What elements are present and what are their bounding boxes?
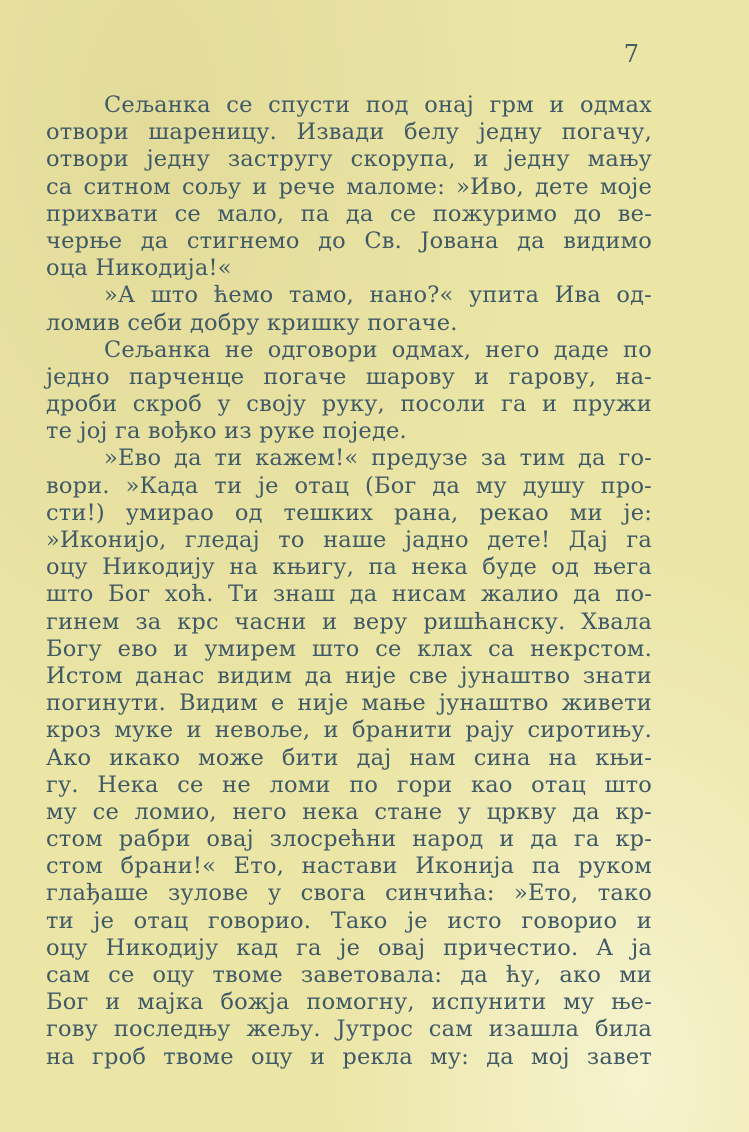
text-line: Ако икако може бити дај нам сина на књи- bbox=[46, 744, 652, 771]
text-line: стом рабри овај злосрећни народ и да га кр- bbox=[46, 826, 652, 853]
text-line: гу. Нека се не ломи по гори као отац што bbox=[46, 771, 652, 798]
text-line: оцу Никодију на књигу, па нека буде од њега bbox=[46, 554, 652, 581]
text-line: черње да стигнемо до Св. Јована да видимо bbox=[46, 227, 652, 254]
text-line: гинем за крс часни и веру ришћанску. Хвала bbox=[46, 608, 652, 635]
text-line: погинути. Видим е није мање јунаштво живети bbox=[46, 690, 652, 717]
text-line: Сељанка не одговори одмах, него даде по bbox=[104, 336, 652, 363]
text-line: вори. »Када ти је отац (Бог да му душу про- bbox=[46, 472, 652, 499]
text-line: оца Никодија!« bbox=[46, 255, 232, 282]
text-line: што Бог хоћ. Ти знаш да нисам жалио да по- bbox=[46, 581, 652, 608]
text-line: му се ломио, него нека стане у цркву да кр- bbox=[46, 798, 652, 825]
text-line: оцу Никодију кад га је овај причестио. А ја bbox=[46, 934, 652, 961]
text-line: »Ево да ти кажем!« предузе за тим да го- bbox=[104, 445, 652, 472]
text-line: стом брани!« Ето, настави Иконија па руком bbox=[46, 853, 652, 880]
text-line: те јој га вођко из руке поједе. bbox=[46, 418, 407, 445]
text-line: прихвати се мало, па да се пожуримо до ве- bbox=[46, 200, 652, 227]
text-line: кроз муке и невоље, и бранити рају сиротињу. bbox=[46, 717, 652, 744]
text-line: »А што ћемо тамо, нано?« упита Ива од- bbox=[104, 282, 652, 309]
text-line: дроби скроб у своју руку, посоли га и пружи bbox=[46, 391, 652, 418]
text-line: Сељанка се спусти под онај грм и одмах bbox=[104, 92, 652, 118]
text-line: гову последњу жељу. Јутрос сам изашла била bbox=[46, 1016, 652, 1043]
body-text bbox=[46, 92, 652, 1071]
text-line: једно парченце погаче шарову и гарову, на- bbox=[46, 363, 652, 390]
text-line: Богу ево и умирем што се клах са некрстом. bbox=[46, 635, 652, 662]
text-line: ломив себи добру кришку погаче. bbox=[46, 309, 458, 336]
text-line: »Иконијо, гледај то наше јадно дете! Дај га bbox=[46, 527, 652, 553]
text-line: отвори једну застругу скорупа, и једну мању bbox=[46, 146, 652, 173]
page-number: 7 bbox=[623, 40, 639, 68]
text-line: отвори шареницу. Извади белу једну погачу, bbox=[46, 119, 652, 146]
text-line: Истом данас видим да није све јунаштво знати bbox=[46, 662, 652, 689]
text-line: глађаше зулове у свога синчића: »Ето, тако bbox=[46, 880, 652, 907]
text-line: сти!) умирао од тешких рана, рекао ми је: bbox=[46, 499, 652, 526]
text-line: ти је отац говорио. Тако је исто говорио и bbox=[46, 907, 652, 934]
text-line: на гроб твоме оцу и рекла му: да мој завет bbox=[46, 1043, 652, 1070]
text-line: Бог и мајка божја помогну, испунити му ње- bbox=[46, 989, 652, 1016]
text-line: сам се оцу твоме заветовала: да ћу, ако ми bbox=[46, 962, 652, 988]
text-line: са ситном сољу и рече маломе: »Иво, дете моје bbox=[46, 173, 652, 200]
